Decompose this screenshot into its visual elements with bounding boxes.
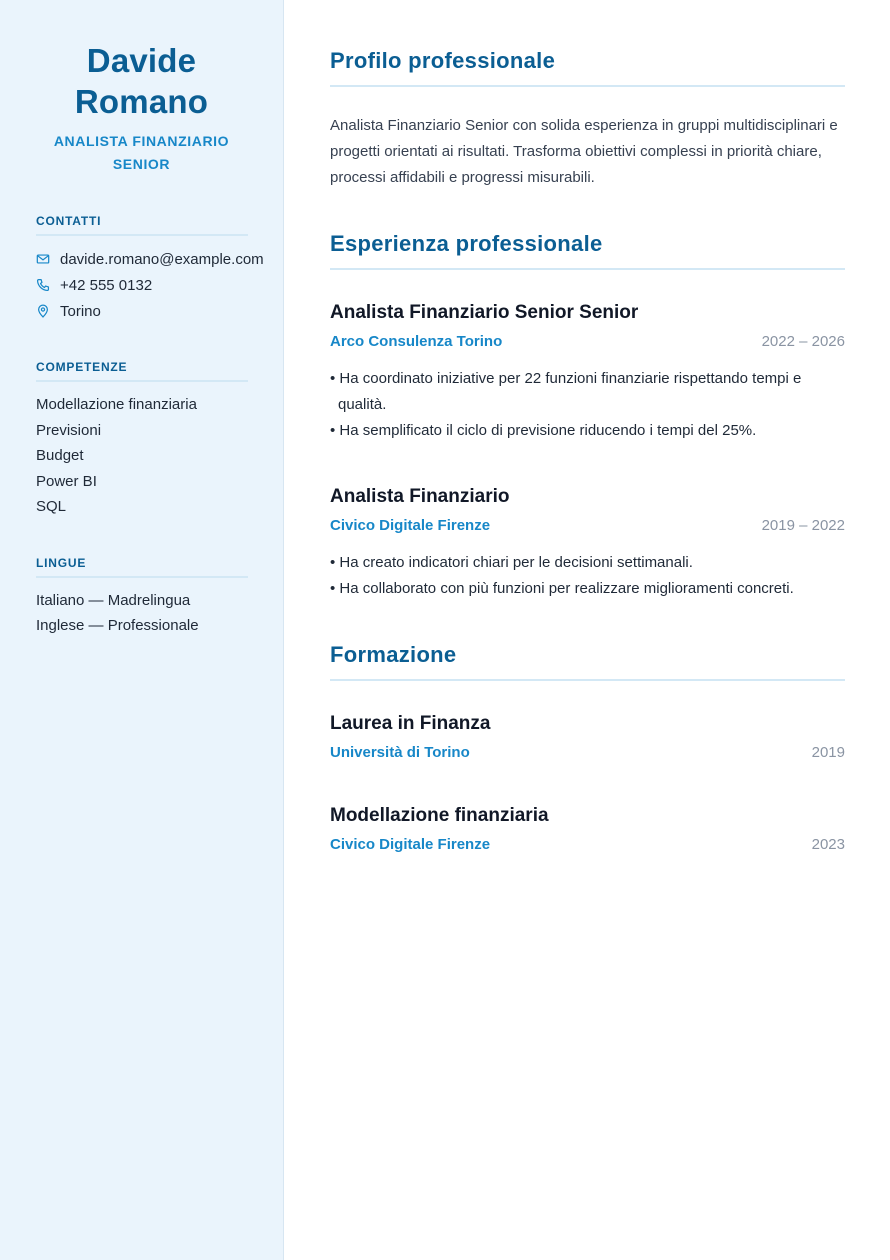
skill-item: Previsioni — [36, 421, 102, 439]
degree-institution: Civico Digitale Firenze — [330, 836, 491, 853]
skill-item: Power BI — [36, 472, 97, 490]
candidate-name — [36, 40, 247, 122]
language-item: Inglese — Professionale — [36, 617, 199, 634]
job-bullet: • Ha creato indicatori chiari per le decisioni settimanali. — [330, 550, 845, 576]
mail-icon — [36, 252, 50, 266]
education-entry — [330, 711, 845, 763]
job-company: Civico Digitale Firenze — [330, 517, 491, 534]
degree-meta — [330, 835, 845, 855]
sidebar — [0, 0, 284, 1260]
degree-year: 2019 — [811, 744, 845, 761]
languages-list — [36, 588, 247, 639]
education-section — [330, 640, 845, 855]
degree-year: 2023 — [811, 836, 845, 853]
language-item: Italiano — Madrelingua — [36, 591, 191, 609]
name-last: Romano — [74, 83, 209, 120]
main-content — [330, 0, 845, 855]
education-title: Formazione — [330, 640, 845, 681]
phone-icon — [36, 278, 50, 292]
experience-entry — [330, 484, 845, 602]
contact-email[interactable] — [36, 246, 264, 272]
experience-section — [330, 229, 845, 602]
job-bullet: • Ha coordinato iniziative per 22 funzioni finanziarie rispettando tempi e qualità. — [330, 366, 845, 418]
contact-phone-text[interactable]: +42 555 0132 — [60, 276, 153, 294]
languages-section — [36, 556, 247, 639]
contacts-list — [36, 246, 264, 324]
education-entry — [330, 803, 845, 855]
contact-location-text: Torino — [60, 302, 101, 320]
profile-section — [330, 46, 845, 191]
job-bullets — [330, 366, 845, 444]
skill-item: SQL — [36, 498, 67, 515]
profile-summary: Analista Finanziario Senior con solida esperienza in gruppi multidisciplinari e progetti orientati ai risultati. Trasforma obiettivi complessi in priorità chiare, processi affidabili e progressi misurabili. — [330, 117, 838, 186]
skill-item: Budget — [36, 447, 84, 464]
job-title: Analista Finanziario Senior Senior — [330, 302, 639, 323]
skills-list — [36, 392, 247, 520]
experience-entry — [330, 300, 845, 444]
degree-title: Laurea in Finanza — [330, 713, 491, 734]
skills-section — [36, 360, 247, 520]
job-bullets — [330, 550, 845, 602]
contact-location — [36, 298, 247, 324]
languages-heading: LINGUE — [36, 556, 248, 578]
contacts-section — [36, 214, 264, 324]
degree-institution: Università di Torino — [330, 744, 470, 761]
job-bullet: • Ha semplificato il ciclo di previsione riducendo i tempi del 25%. — [330, 418, 845, 444]
map-pin-icon — [36, 304, 50, 318]
job-title: Analista Finanziario — [330, 486, 510, 507]
degree-meta — [330, 743, 845, 763]
job-meta — [330, 332, 845, 352]
job-dates: 2022 – 2026 — [761, 333, 845, 350]
contact-email-text[interactable]: davide.romano@example.com — [60, 250, 264, 268]
name-first: Davide — [86, 42, 197, 79]
skills-heading: COMPETENZE — [36, 360, 248, 382]
job-bullet: • Ha collaborato con più funzioni per realizzare miglioramenti concreti. — [330, 576, 845, 602]
job-company: Arco Consulenza Torino — [330, 333, 503, 350]
experience-title: Esperienza professionale — [330, 229, 845, 270]
contacts-heading: CONTATTI — [36, 214, 248, 236]
candidate-role: ANALISTA FINANZIARIO SENIOR — [53, 133, 230, 172]
skill-item: Modellazione finanziaria — [36, 396, 197, 413]
contact-phone[interactable] — [36, 272, 247, 298]
degree-title: Modellazione finanziaria — [330, 805, 549, 826]
job-dates: 2019 – 2022 — [761, 517, 845, 534]
profile-title: Profilo professionale — [330, 46, 845, 87]
job-meta — [330, 516, 845, 536]
